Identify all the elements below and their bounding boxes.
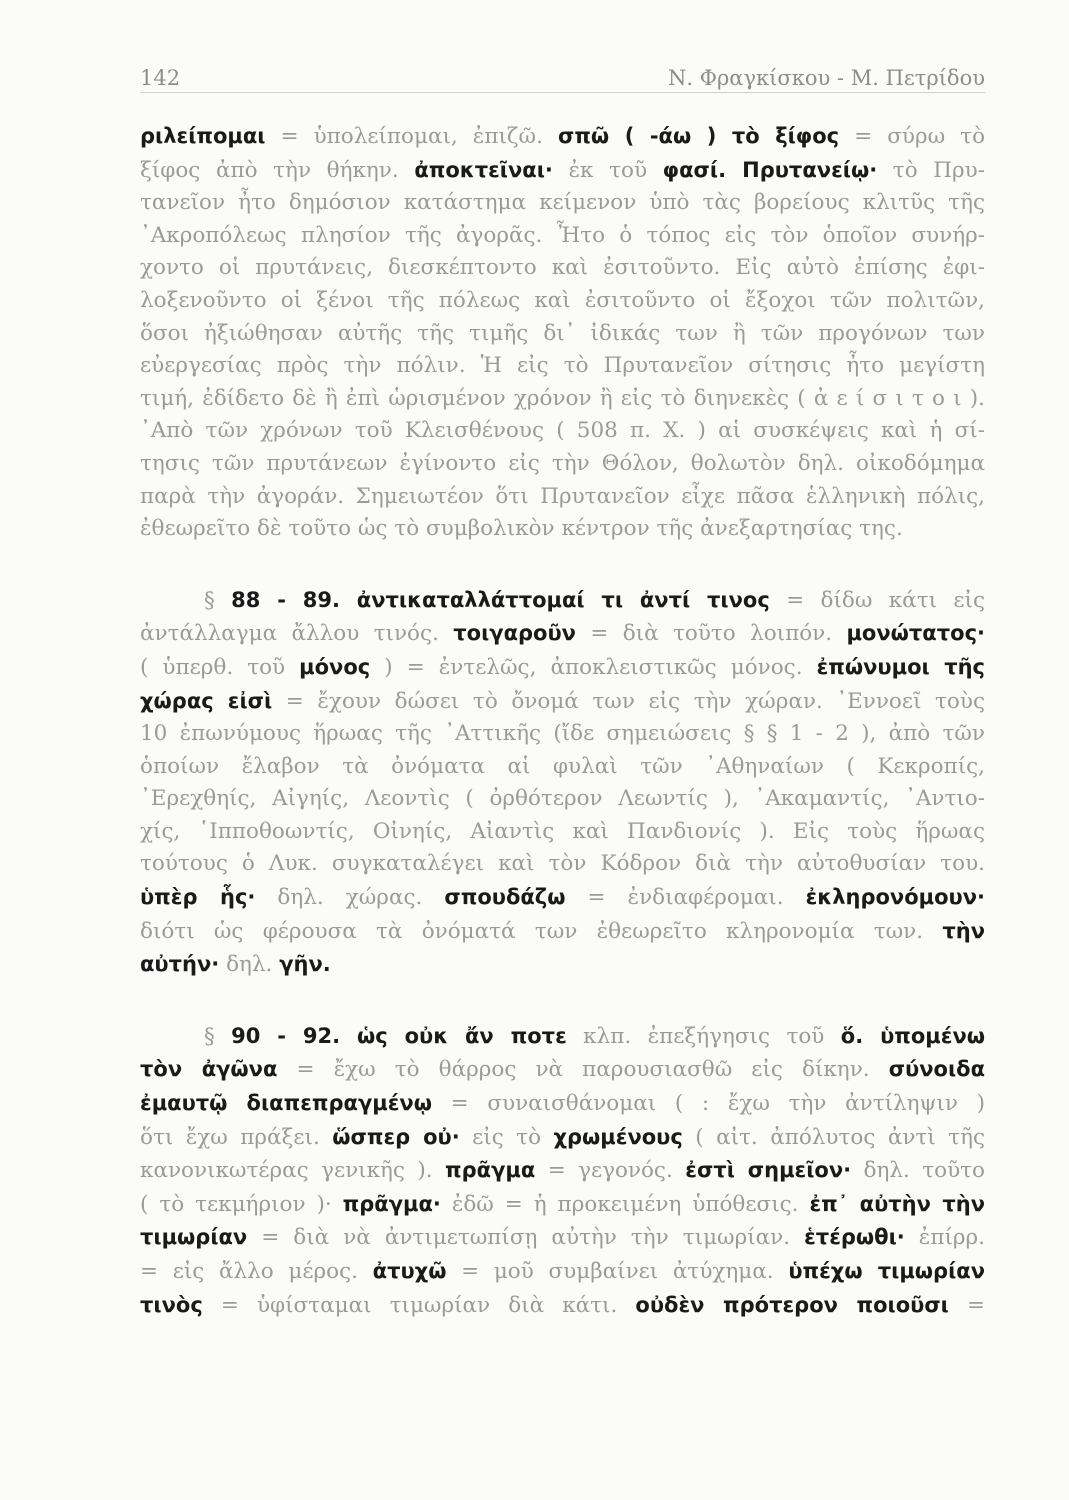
gloss-text: δηλ. χώρας. [255, 885, 445, 911]
text-line [140, 1087, 985, 1121]
text-line [140, 154, 985, 188]
lemma-term: ὑπὲρ ἧς· [140, 885, 256, 910]
lemma-term: τιμωρίαν [140, 1225, 248, 1250]
gloss-text: κανονικωτέρας γενικῆς ). [140, 1158, 446, 1184]
lemma-term: ὅ. ὑπομένω [840, 1023, 985, 1048]
gloss-text: = δίδω κάτι εἰς [769, 587, 985, 613]
text-line [140, 481, 985, 514]
lemma-term: σπῶ ( -άω ) τὸ ξίφος [557, 124, 840, 148]
text-line [140, 1154, 985, 1188]
lemma-term: πρᾶγμα [445, 1158, 536, 1183]
gloss-text: τανεῖον ἦτο δημόσιον κατάστημα κείμενον ὑπὸ τὰς βορείους κλιτῦς τῆς [140, 190, 985, 216]
gloss-text: δηλ. τοῦτο [851, 1158, 986, 1184]
gloss-text: = ἔχουν δώσει τὸ ὄνομά των εἰς τὴν χώραν. ᾿Εννοεῖ τοὺς [272, 688, 985, 714]
running-head: Ν. Φραγκίσκου - Μ. Πετρίδου [668, 66, 985, 90]
lemma-term: σύνοιδα [888, 1057, 985, 1082]
lemma-term: ἐκληρονόμουν· [805, 885, 985, 910]
lemma-term: ἐπώνυμοι τῆς [816, 654, 985, 679]
text-line [140, 1188, 985, 1222]
gloss-text: εὐεργεσίας πρὸς τὴν πόλιν. Ἡ εἰς τὸ Πρυτανεῖον σίτησις ἦτο μεγίστη [140, 353, 985, 379]
lemma-term: σπουδάζω [444, 885, 566, 910]
gloss-text: χίς, ῾Ιπποθοωντίς, Οἰνηίς, Αἰαντὶς καὶ Πανδιονίς ). Εἰς τοὺς ἥρωας [140, 818, 985, 844]
lemma-term: 88 - 89. ἀντικαταλλάττομαί τι ἀντί τινος [231, 587, 770, 612]
gloss-text: ) = ἐντελῶς, ἀποκλειστικῶς μόνος. [370, 654, 817, 680]
text-line [140, 718, 985, 751]
gloss-text: = μοῦ συμβαίνει ἀτύχημα. [446, 1259, 789, 1284]
gloss-text: = εἰς ἄλλο μέρος. [140, 1259, 373, 1284]
gloss-text: ἐκ τοῦ [552, 157, 663, 183]
lemma-term: ἐμαυτῷ διαπεπραγμένῳ [140, 1091, 432, 1116]
text-line [140, 350, 985, 383]
text-line [140, 651, 985, 685]
text-line [140, 220, 985, 253]
gloss-text: ( αἰτ. ἀπόλυτος ἀντὶ τῆς [682, 1124, 985, 1150]
gloss-text: = γεγονός. [535, 1158, 686, 1184]
text-line [140, 415, 985, 448]
gloss-text: ( ὑπερθ. τοῦ [140, 654, 300, 680]
lemma-term: ἐστὶ σημεῖον· [685, 1158, 852, 1183]
commentary-text [140, 120, 985, 1322]
gloss-text: = διὰ τοῦτο λοιπόν. [575, 621, 847, 647]
page-number: 142 [140, 66, 181, 90]
gloss-text: = συναισθάνομαι ( : ἔχω τὴν ἀντίληψιν ) [431, 1091, 985, 1117]
lemma-term: μόνος [299, 654, 371, 679]
text-line [140, 751, 985, 784]
paragraph-gap [140, 982, 985, 1020]
text-line [140, 513, 985, 546]
lemma-term: πρᾶγμα· [342, 1191, 441, 1216]
text-line [140, 915, 985, 949]
text-line [140, 848, 985, 881]
lemma-term: τοιγαροῦν [453, 621, 576, 646]
lemma-term: ριλείπομαι [140, 124, 266, 148]
text-line [140, 252, 985, 285]
gloss-text: τησις τῶν πρυτάνεων ἐγίνοντο εἰς τὴν Θόλον, θολωτὸν δηλ. οἰκοδόμημα [140, 450, 985, 476]
gloss-text: ( τὸ τεκμήριον )· [140, 1191, 343, 1217]
gloss-text: ἐπίρρ. [904, 1225, 986, 1251]
text-line [140, 383, 985, 416]
gloss-text: ᾿Ακροπόλεως πλησίον τῆς ἀγορᾶς. Ἦτο ὁ τόπος εἰς τὸν ὁποῖον συνήρ- [140, 222, 985, 248]
text-line [140, 187, 985, 220]
gloss-text: ἐδῶ = ἡ προκειμένη ὑπόθεσις. [440, 1191, 810, 1217]
gloss-text: ᾿Ερεχθηίς, Αἰγηίς, Λεοντὶς ( ὀρθότερον Λεωντίς ), ᾿Ακαμαντίς, ᾿Αντιο- [140, 786, 985, 812]
lemma-term: τινὸς [140, 1292, 203, 1317]
text-line [140, 1053, 985, 1087]
gloss-text: = [948, 1292, 985, 1318]
lemma-term: χρωμένους [553, 1124, 683, 1149]
lemma-term: φασί. Πρυτανείῳ· [662, 157, 878, 182]
lemma-term: 90 - 92. ὡς οὐκ ἄν ποτε [231, 1023, 567, 1048]
text-line [140, 881, 985, 915]
gloss-text: = διὰ νὰ ἀντιμετωπίσῃ αὐτὴν τὴν τιμωρίαν. [247, 1225, 805, 1251]
text-line [140, 448, 985, 481]
lemma-term: χώρας εἰσὶ [140, 688, 273, 713]
gloss-text: § [204, 1023, 232, 1049]
gloss-text: παρὰ τὴν ἀγοράν. Σημειωτέον ὅτι Πρυτανεῖον εἶχε πᾶσα ἑλληνικὴ πόλις, [140, 483, 985, 509]
text-line [140, 1020, 985, 1054]
lemma-term: ἀτυχῶ [372, 1259, 447, 1283]
gloss-text: λοξενοῦντο οἱ ξένοι τῆς πόλεως καὶ ἐσιτοῦντο οἱ ἔξοχοι τῶν πολιτῶν, [140, 287, 985, 313]
gloss-text: διότι ὡς φέρουσα τὰ ὀνόματά των ἐθεωρεῖτο κληρονομία των. [140, 918, 943, 944]
gloss-text: τούτους ὁ Λυκ. συγκαταλέγει καὶ τὸν Κόδρον διὰ τὴν αὐτοθυσίαν του. [140, 851, 985, 877]
lemma-term: γῆν. [279, 952, 331, 977]
gloss-text: = ἔχω τὸ θάρρος νὰ παρουσιασθῶ εἰς δίκην. [277, 1057, 889, 1083]
lemma-term: μονώτατος· [846, 621, 985, 646]
page-header [140, 66, 985, 93]
gloss-text: ὅτι ἔχω πράξει. [140, 1124, 333, 1150]
gloss-text: = σύρω τὸ [839, 124, 986, 149]
gloss-text: = ἐνδιαφέρομαι. [565, 885, 806, 911]
lemma-term: αὐτήν· [140, 952, 220, 977]
gloss-text: ἐθεωρεῖτο δὲ τοῦτο ὡς τὸ συμβολικὸν κέντρον τῆς ἀνεξαρτησίας της. [140, 516, 903, 542]
lemma-term: τὸν ἀγῶνα [140, 1057, 278, 1082]
gloss-text: εἰς τὸ [459, 1124, 554, 1150]
gloss-text: § [204, 587, 232, 613]
gloss-text: = ὑφίσταμαι τιμωρίαν διὰ κάτι. [202, 1292, 636, 1318]
lemma-term: ἐπ᾿ αὐτὴν τὴν [809, 1191, 985, 1216]
text-line [140, 948, 985, 982]
gloss-text: 10 ἐπωνύμους ἥρωας τῆς ᾿Αττικῆς (ἴδε σημειώσεις § § 1 - 2 ), ἀπὸ τῶν [140, 721, 985, 747]
gloss-text: ᾿Απὸ τῶν χρόνων τοῦ Κλεισθένους ( 508 π. Χ. ) αἱ συσκέψεις καὶ ἡ σί- [140, 418, 985, 444]
gloss-text: ξίφος ἀπὸ τὴν θήκην. [140, 157, 415, 183]
text-line [140, 1255, 985, 1289]
text-line [140, 816, 985, 849]
lemma-term: ὥσπερ οὐ· [332, 1124, 460, 1149]
text-line [140, 783, 985, 816]
text-line [140, 685, 985, 719]
text-line [140, 1289, 985, 1323]
text-line [140, 1221, 985, 1255]
gloss-text: = ὑπολείπομαι, ἐπιζῶ. [265, 124, 558, 149]
gloss-text: δηλ. [219, 952, 280, 978]
lemma-term: ἑτέρωθι· [804, 1225, 905, 1250]
text-line [140, 120, 985, 154]
lemma-term: ἀποκτεῖναι· [414, 157, 553, 182]
gloss-text: ὅσοι ἠξιώθησαν αὐτῆς τῆς τιμῆς δι᾿ ἰδικάς των ἢ τῶν προγόνων των [140, 320, 985, 346]
text-line [140, 285, 985, 318]
lemma-term: οὐδὲν πρότερον ποιοῦσι [635, 1292, 949, 1317]
gloss-text: ἀντάλλαγμα ἄλλου τινός. [140, 621, 454, 647]
text-line [140, 1121, 985, 1155]
lemma-term: ὑπέχω τιμωρίαν [788, 1259, 986, 1283]
text-line [140, 584, 985, 618]
paragraph-gap [140, 546, 985, 584]
gloss-text: κλπ. ἐπεξήγησις τοῦ [566, 1023, 841, 1049]
text-line [140, 617, 985, 651]
text-line [140, 318, 985, 351]
lemma-term: τὴν [942, 918, 985, 943]
gloss-text: χοντο οἱ πρυτάνεις, διεσκέπτοντο καὶ ἐσιτοῦντο. Εἰς αὐτὸ ἐπίσης ἐφι- [140, 255, 985, 281]
gloss-text: τὸ Πρυ- [877, 157, 985, 183]
gloss-text: ὁποίων ἔλαβον τὰ ὀνόματα αἱ φυλαὶ τῶν ᾿Αθηναίων ( Κεκροπίς, [140, 753, 985, 779]
gloss-text: τιμή, ἐδίδετο δὲ ἢ ἐπὶ ὡρισμένον χρόνον ἢ εἰς τὸ διηνεκὲς ( ἀ ε ί σ ι τ ο ι ). [140, 385, 985, 411]
